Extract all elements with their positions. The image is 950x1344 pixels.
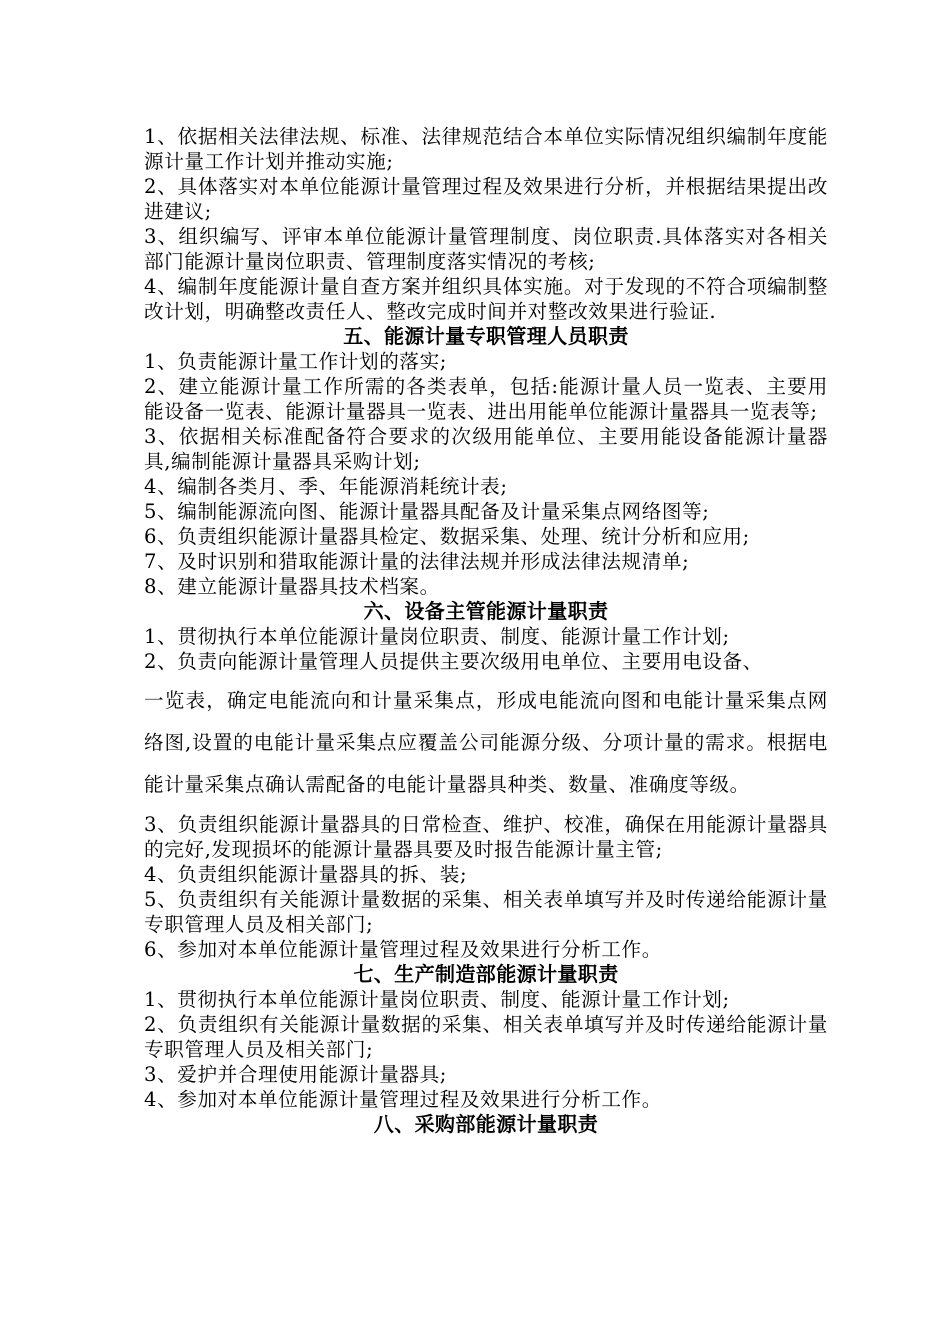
document-body xyxy=(144,124,828,1137)
section-6-item-4: 4、负责组织能源计量器具的拆、装; xyxy=(144,863,468,886)
intro-item-4: 4、编制年度能源计量自查方案并组织具体实施。对于发现的不符合项编制整改计划，明确整改责任人、整改完成时间并对整改效果进行验证. xyxy=(144,275,828,323)
section-5-item-1: 1、负责能源计量工作计划的落实; xyxy=(144,350,447,373)
section-7-heading: 七、生产制造部能源计量职责 xyxy=(353,962,619,986)
section-7-item-4: 4、参加对本单位能源计量管理过程及效果进行分析工作。 xyxy=(144,1088,662,1111)
section-7-item-1: 1、贯彻执行本单位能源计量岗位职责、制度、能源计量工作计划; xyxy=(144,988,730,1011)
section-5-heading: 五、能源计量专职管理人员职责 xyxy=(343,324,629,348)
section-6-item-3: 3、负责组织能源计量器具的日常检查、维护、校准，确保在用能源计量器具的完好,发现损坏的能源计量器具要及时报告能源计量主管; xyxy=(144,813,828,861)
intro-item-3: 3、组织编写、评审本单位能源计量管理制度、岗位职责.具体落实对各相关部门能源计量岗位职责、管理制度落实情况的考核; xyxy=(144,225,828,273)
section-6-item-5: 5、负责组织有关能源计量数据的采集、相关表单填写并及时传递给能源计量专职管理人员及相关部门; xyxy=(144,888,828,936)
section-6-item-2-first-line: 2、负责向能源计量管理人员提供主要次级用电单位、主要用电设备、 xyxy=(144,650,763,673)
section-6-heading: 六、设备主管能源计量职责 xyxy=(363,599,609,623)
section-5-item-6: 6、负责组织能源计量器具检定、数据采集、处理、统计分析和应用; xyxy=(144,525,750,548)
section-5-item-5: 5、编制能源流向图、能源计量器具配备及计量采集点网络图等; xyxy=(144,500,710,523)
section-8-heading: 八、采购部能源计量职责 xyxy=(373,1112,599,1136)
section-5-item-7: 7、及时识别和猎取能源计量的法律法规并形成法律法规清单; xyxy=(144,550,690,573)
intro-item-2: 2、具体落实对本单位能源计量管理过程及效果进行分析，并根据结果提出改进建议; xyxy=(144,175,828,223)
section-6-item-6: 6、参加对本单位能源计量管理过程及效果进行分析工作。 xyxy=(144,938,662,961)
section-5-item-8: 8、建立能源计量器具技术档案。 xyxy=(144,575,440,598)
section-6-item-2-continuation: 一览表，确定电能流向和计量采集点，形成电能流向图和电能计量采集点网络图,设置的电能计量采集点应覆盖公司能源分级、分项计量的需求。根据电能计量采集点确认需配备的电能计量器具种类、数量、准确度等级。 xyxy=(144,689,828,796)
section-6-item-1: 1、贯彻执行本单位能源计量岗位职责、制度、能源计量工作计划; xyxy=(144,625,730,648)
intro-item-1: 1、依据相关法律法规、标准、法律规范结合本单位实际情况组织编制年度能源计量工作计划并推动实施; xyxy=(144,125,828,173)
section-5-item-3: 3、依据相关标准配备符合要求的次级用能单位、主要用能设备能源计量器具,编制能源计量器具采购计划; xyxy=(144,425,828,473)
section-5-item-4: 4、编制各类月、季、年能源消耗统计表; xyxy=(144,475,508,498)
section-7-item-3: 3、爱护并合理使用能源计量器具; xyxy=(144,1063,447,1086)
section-7-item-2: 2、负责组织有关能源计量数据的采集、相关表单填写并及时传递给能源计量专职管理人员及相关部门; xyxy=(144,1013,828,1061)
section-5-item-2: 2、建立能源计量工作所需的各类表单，包括:能源计量人员一览表、主要用能设备一览表、能源计量器具一览表、进出用能单位能源计量器具一览表等; xyxy=(144,375,828,423)
